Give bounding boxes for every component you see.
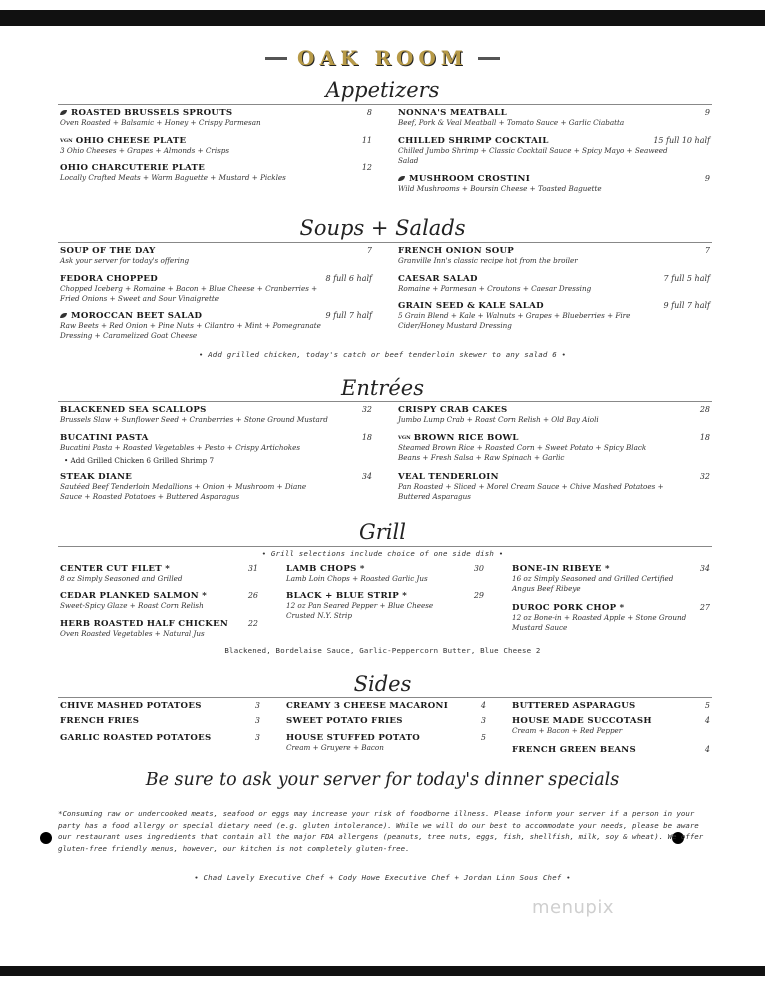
item-description: Steamed Brown Rice + Roasted Corn + Sweet Potato + Spicy Black Beans + Fresh Salsa + Raw Spinach + Garlic (398, 443, 647, 462)
item-description: Cream + Gruyere + Bacon (286, 743, 384, 752)
item-name: FRENCH ONION SOUP (398, 246, 515, 256)
item-description: Cream + Bacon + Red Pepper (512, 726, 623, 735)
item-description: 3 Ohio Cheeses + Grapes + Almonds + Crisps (60, 146, 230, 155)
item-description: Locally Crafted Meats + Warm Baguette + Mustard + Pickles (60, 173, 286, 182)
item-price: 9 (704, 174, 710, 183)
grill-sauces-note: Blackened, Bordelaise Sauce, Garlic-Peppercorn Butter, Blue Cheese 2 (224, 646, 541, 655)
item-description: Pan Roasted + Sliced + Morel Cream Sauce + Chive Mashed Potatoes + Buttered Asparagus (398, 482, 664, 501)
item-price: 5 (704, 701, 710, 710)
item-price: 9 full 7 half (663, 301, 710, 310)
menu-item (398, 274, 710, 294)
item-name: CAESAR SALAD (398, 274, 478, 284)
item-price: 32 (361, 405, 372, 414)
item-description: Brussels Slaw + Sunflower Seed + Cranberries + Stone Ground Mustard (60, 415, 328, 424)
section-divider (58, 546, 712, 547)
binder-hole-left (40, 832, 52, 844)
item-name: DUROC PORK CHOP * (512, 603, 625, 613)
bottom-border (0, 966, 765, 976)
item-description: Sweet-Spicy Glaze + Roast Corn Relish (60, 601, 204, 610)
item-price: 27 (699, 603, 710, 612)
item-description: Granville Inn's classic recipe hot from the broiler (398, 256, 578, 265)
item-name: SWEET POTATO FRIES (286, 716, 403, 726)
menu-item (398, 472, 710, 502)
item-name: GARLIC ROASTED POTATOES (60, 733, 212, 743)
item-price: 4 (480, 701, 486, 710)
menu-item (60, 564, 258, 584)
item-price: 3 (254, 701, 260, 710)
item-description: Chilled Jumbo Shrimp + Classic Cocktail Sauce + Spicy Mayo + Seaweed Salad (398, 146, 668, 165)
item-price: 11 (361, 136, 372, 145)
item-description: Bucatini Pasta + Roasted Vegetables + Pesto + Crispy Artichokes (60, 443, 301, 452)
item-description: Oven Roasted + Balsamic + Honey + Crispy Parmesan (60, 118, 261, 127)
menu-item (60, 136, 372, 156)
menu-item (512, 716, 710, 736)
menu-item (286, 564, 484, 584)
menu-item (398, 301, 710, 331)
item-name: NONNA'S MEATBALL (398, 108, 508, 118)
grill-side-note: • Grill selections include choice of one side dish • (261, 549, 504, 558)
item-description: Oven Roasted Vegetables + Natural Jus (60, 629, 205, 638)
item-name: HOUSE STUFFED POTATO (286, 733, 421, 743)
header-rule-left (265, 57, 287, 60)
menu-item (60, 716, 260, 726)
item-price: 9 full 7 half (325, 311, 372, 320)
menu-item (60, 591, 258, 611)
top-border (0, 10, 765, 26)
item-description: 5 Grain Blend + Kale + Walnuts + Grapes + Blueberries + Fire Cider/Honey Mustard Dressing (398, 311, 631, 330)
chef-credits: • Chad Lavely Executive Chef + Cody Howe Executive Chef + Jordan Linn Sous Chef • (194, 873, 571, 882)
menu-item (60, 108, 372, 128)
item-name: BUCATINI PASTA (60, 433, 149, 443)
menu-item (398, 433, 710, 463)
item-description: Ask your server for today's offering (60, 256, 190, 265)
item-description: Romaine + Parmesan + Croutons + Caesar Dressing (398, 284, 592, 293)
item-name: FRENCH FRIES (60, 716, 140, 726)
item-price: 4 (704, 716, 710, 725)
menu-item (398, 246, 710, 266)
item-description: 12 oz Pan Seared Pepper + Blue Cheese Crusted N.Y. Strip (286, 601, 434, 620)
item-name: MOROCCAN BEET SALAD (71, 311, 203, 321)
item-price: 3 (254, 733, 260, 742)
item-name: CREAMY 3 CHEESE MACARONI (286, 701, 449, 711)
menu-item (60, 274, 372, 304)
item-price: 5 (480, 733, 486, 742)
item-price: 7 full 5 half (663, 274, 710, 283)
menu-item (398, 136, 710, 166)
item-price: 18 (361, 433, 372, 442)
item-description: Beef, Pork & Veal Meatball + Tomato Sauce + Garlic Ciabatta (398, 118, 625, 127)
item-name: BUTTERED ASPARAGUS (512, 701, 636, 711)
menu-item (286, 716, 486, 726)
item-name: HOUSE MADE SUCCOTASH (512, 716, 652, 726)
header-rule-right (478, 57, 500, 60)
specials-banner: Be sure to ask your server for today's dinner specials (145, 770, 620, 790)
item-price: 26 (247, 591, 258, 600)
item-price: 29 (473, 591, 484, 600)
item-description: Wild Mushrooms + Boursin Cheese + Toasted Baguette (398, 184, 602, 193)
item-description: Raw Beets + Red Onion + Pine Nuts + Cilantro + Mint + Pomegranate Dressing + Caramelized Goat Cheese (60, 321, 321, 340)
menu-item (60, 246, 372, 266)
item-price: 9 (704, 108, 710, 117)
menupix-watermark: menupix (532, 897, 615, 918)
item-price: 7 (704, 246, 710, 255)
item-name: LAMB CHOPS * (286, 564, 365, 574)
allergen-disclaimer: *Consuming raw or undercooked meats, seafood or eggs may increase your risk of foodborne illness. Please inform your server if a person in your party has a food allergy or special dietary need (e.g. gluten intolerance). While we will do our best to accommodate your needs, please be aware our restaurant uses ingredients that contain all the major FDA allergens (peanuts, tree nuts, eggs, fish, shellfish, milk, soy & wheat). We offer gluten-free friendly menus, however, our kitchen is not completely gluten-free. (58, 809, 704, 853)
item-name: SOUP OF THE DAY (60, 246, 156, 256)
item-price: 7 (366, 246, 372, 255)
leaf-icon (398, 176, 405, 181)
item-name: FRENCH GREEN BEANS (512, 745, 636, 755)
menu-item (60, 433, 372, 453)
item-name: OHIO CHEESE PLATE (75, 136, 187, 146)
menu-item (398, 174, 710, 194)
item-description: 8 oz Simply Seasoned and Grilled (60, 574, 183, 583)
item-description: 16 oz Simply Seasoned and Grilled Certified Angus Beef Ribeye (512, 574, 674, 593)
section-divider (58, 104, 712, 105)
item-price: 32 (699, 472, 710, 481)
menu-item (60, 472, 372, 502)
item-price: 3 (254, 716, 260, 725)
item-name: CEDAR PLANKED SALMON * (60, 591, 207, 601)
menu-item (512, 701, 710, 711)
vegan-icon: VGN (60, 137, 73, 144)
item-price: 8 full 6 half (325, 274, 372, 283)
item-name: BLACK + BLUE STRIP * (286, 591, 408, 601)
section-divider (58, 401, 712, 402)
menu-item (512, 603, 710, 633)
item-name: VEAL TENDERLOIN (398, 472, 499, 482)
item-name: MUSHROOM CROSTINI (409, 174, 531, 184)
item-name: OHIO CHARCUTERIE PLATE (60, 163, 206, 173)
restaurant-name: OAK ROOM (297, 46, 468, 70)
pasta-addon-note: • Add Grilled Chicken 6 Grilled Shrimp 7 (64, 456, 215, 465)
item-price: 34 (699, 564, 710, 573)
menu-item (398, 405, 710, 425)
item-price: 18 (699, 433, 710, 442)
item-name: CRISPY CRAB CAKES (398, 405, 508, 415)
menu-item (512, 745, 710, 755)
item-description: Jumbo Lump Crab + Roast Corn Relish + Old Bay Aioli (398, 415, 599, 424)
menu-item (60, 701, 260, 711)
item-name: CENTER CUT FILET * (60, 564, 171, 574)
section-title-soups-salads: Soups + Salads (299, 216, 466, 240)
item-description: Sautéed Beef Tenderloin Medallions + Onion + Mushroom + Diane Sauce + Roasted Potatoes + Buttered Asparagus (60, 482, 307, 501)
item-name: BROWN RICE BOWL (413, 433, 519, 443)
section-divider (58, 697, 712, 698)
item-description: Chopped Iceberg + Romaine + Bacon + Blue Cheese + Cranberries + Fried Onions + Sweet and Sour Vinaigrette (60, 284, 318, 303)
section-title-entrees: Entrées (341, 376, 424, 400)
item-description: Lamb Loin Chops + Roasted Garlic Jus (286, 574, 428, 583)
menu-item (286, 733, 486, 753)
item-name: CHILLED SHRIMP COCKTAIL (398, 136, 549, 146)
section-title-grill: Grill (359, 520, 406, 544)
menu-item (398, 108, 710, 128)
vegan-icon: VGN (398, 434, 411, 441)
item-price: 30 (473, 564, 484, 573)
menu-item (60, 163, 372, 183)
item-price: 31 (247, 564, 258, 573)
salad-addon-note: • Add grilled chicken, today's catch or beef tenderloin skewer to any salad 6 • (198, 350, 567, 359)
menu-item (512, 564, 710, 594)
menu-item (60, 619, 258, 639)
item-price: 22 (247, 619, 258, 628)
item-name: BLACKENED SEA SCALLOPS (60, 405, 207, 415)
item-name: ROASTED BRUSSELS SPROUTS (71, 108, 233, 118)
section-divider (58, 242, 712, 243)
item-name: CHIVE MASHED POTATOES (60, 701, 202, 711)
item-price: 8 (366, 108, 372, 117)
menu-item (60, 311, 372, 341)
item-name: GRAIN SEED & KALE SALAD (398, 301, 544, 311)
leaf-icon (60, 110, 67, 115)
section-title-sides: Sides (353, 672, 412, 696)
item-price: 28 (699, 405, 710, 414)
section-title-appetizers: Appetizers (325, 78, 440, 102)
leaf-icon (60, 313, 67, 318)
item-name: STEAK DIANE (60, 472, 133, 482)
item-price: 34 (361, 472, 372, 481)
restaurant-header (0, 44, 765, 72)
item-price: 4 (704, 745, 710, 754)
item-description: 12 oz Bone-in + Roasted Apple + Stone Ground Mustard Sauce (512, 613, 687, 632)
item-price: 12 (361, 163, 372, 172)
menu-item (286, 591, 484, 621)
item-name: HERB ROASTED HALF CHICKEN (60, 619, 229, 629)
item-name: BONE-IN RIBEYE * (512, 564, 610, 574)
item-name: FEDORA CHOPPED (60, 274, 158, 284)
item-price: 15 full 10 half (653, 136, 710, 145)
item-price: 3 (480, 716, 486, 725)
menu-item (60, 733, 260, 743)
menu-item (286, 701, 486, 711)
menu-item (60, 405, 372, 425)
